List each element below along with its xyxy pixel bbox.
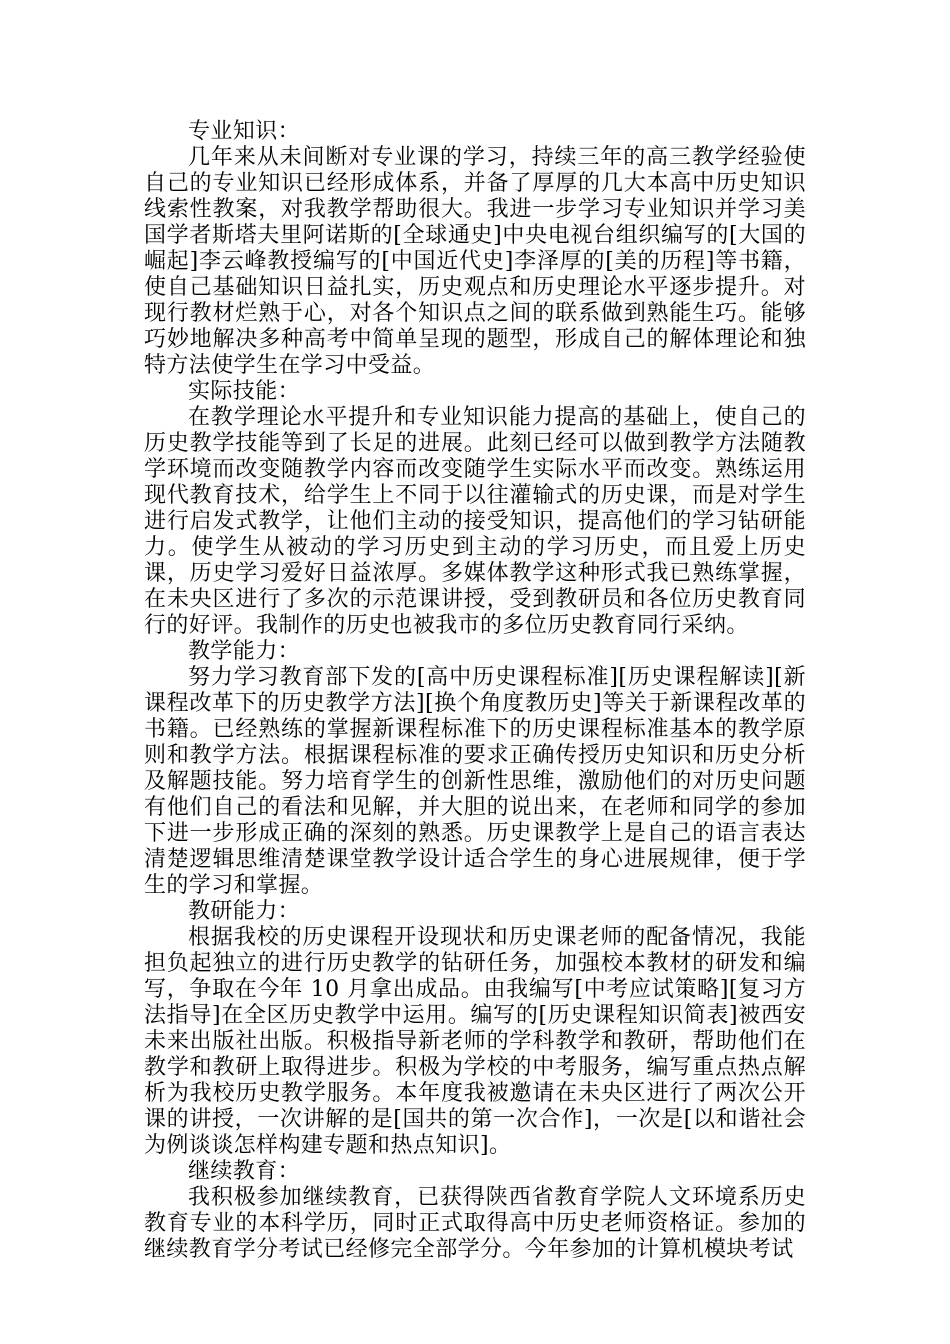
section-body-professional-knowledge: 几年来从未间断对专业课的学习，持续三年的高三教学经验使自己的专业知识已经形成体系，并备了厚厚的几大本高中历史知识线索性教案，对我教学帮助很大。我进一步学习专业知识并学习美国学者斯塔夫里阿诺斯的[全球通史]中央电视台组织编写的[大国的崛起]李云峰教授编写的[中国近代史]李泽厚的[美的历程]等书籍，使自己基础知识日益扎实，历史观点和历史理论水平逐步提升。对现行教材烂熟于心，对各个知识点之间的联系做到熟能生巧。能够巧妙地解决多种高考中简单呈现的题型，形成自己的解体理论和独特方法使学生在学习中受益。 xyxy=(144,145,806,378)
section-heading-professional-knowledge: 专业知识： xyxy=(188,119,301,144)
section-body-practical-skills: 在教学理论水平提升和专业知识能力提高的基础上，使自己的历史教学技能等到了长足的进展。此刻已经可以做到教学方法随教学环境而改变随教学内容而改变随学生实际水平而改变。熟练运用现代教育技术，给学生上不同于以往灌输式的历史课，而是对学生进行启发式教学，让他们主动的接受知识，提高他们的学习钻研能力。使学生从被动的学习历史到主动的学习历史，而且爱上历史课，历史学习爱好日益浓厚。多媒体教学这种形式我已熟练掌握，在未央区进行了多次的示范课讲授，受到教研员和各位历史教育同行的好评。我制作的历史也被我市的多位历史教育同行采纳。 xyxy=(144,405,806,638)
section-body-teaching-ability: 努力学习教育部下发的[高中历史课程标准][历史课程解读][新课程改革下的历史教学方法][换个角度教历史]等关于新课程改革的书籍。已经熟练的掌握新课程标准下的历史课程标准基本的教学原则和教学方法。根据课程标准的要求正确传授历史知识和历史分析及解题技能。努力培育学生的创新性思维，激励他们的对历史问题有他们自己的看法和见解，并大胆的说出来，在老师和同学的参加下进一步形成正确的深刻的熟悉。历史课教学上是自己的语言表达清楚逻辑思维清楚课堂教学设计适合学生的身心进展规律，便于学生的学习和掌握。 xyxy=(144,665,806,898)
section-heading-practical-skills: 实际技能： xyxy=(188,379,301,404)
document-body xyxy=(144,119,806,1263)
section-heading-continuing-education: 继续教育： xyxy=(188,1159,301,1184)
section-body-continuing-education: 我积极参加继续教育，已获得陕西省教育学院人文环境系历史教育专业的本科学历，同时正式取得高中历史老师资格证。参加的继续教育学分考试已经修完全部学分。今年参加的计算机模块考试 xyxy=(144,1185,806,1262)
section-heading-research-ability: 教研能力： xyxy=(188,899,301,924)
section-body-research-ability: 根据我校的历史课程开设现状和历史课老师的配备情况，我能担负起独立的进行历史教学的钻研任务，加强校本教材的研发和编写，争取在今年 10 月拿出成品。由我编写[中考应试策略][复习方法指导]在全区历史教学中运用。编写的[历史课程知识简表]被西安未来出版社出版。积极指导新老师的学科教学和教研，帮助他们在教学和教研上取得进步。积极为学校的中考服务，编写重点热点解析为我校历史教学服务。本年度我被邀请在未央区进行了两次公开课的讲授，一次讲解的是[国共的第一次合作]，一次是[以和谐社会为例谈谈怎样构建专题和热点知识]。 xyxy=(144,925,806,1158)
section-heading-teaching-ability: 教学能力： xyxy=(188,639,301,664)
